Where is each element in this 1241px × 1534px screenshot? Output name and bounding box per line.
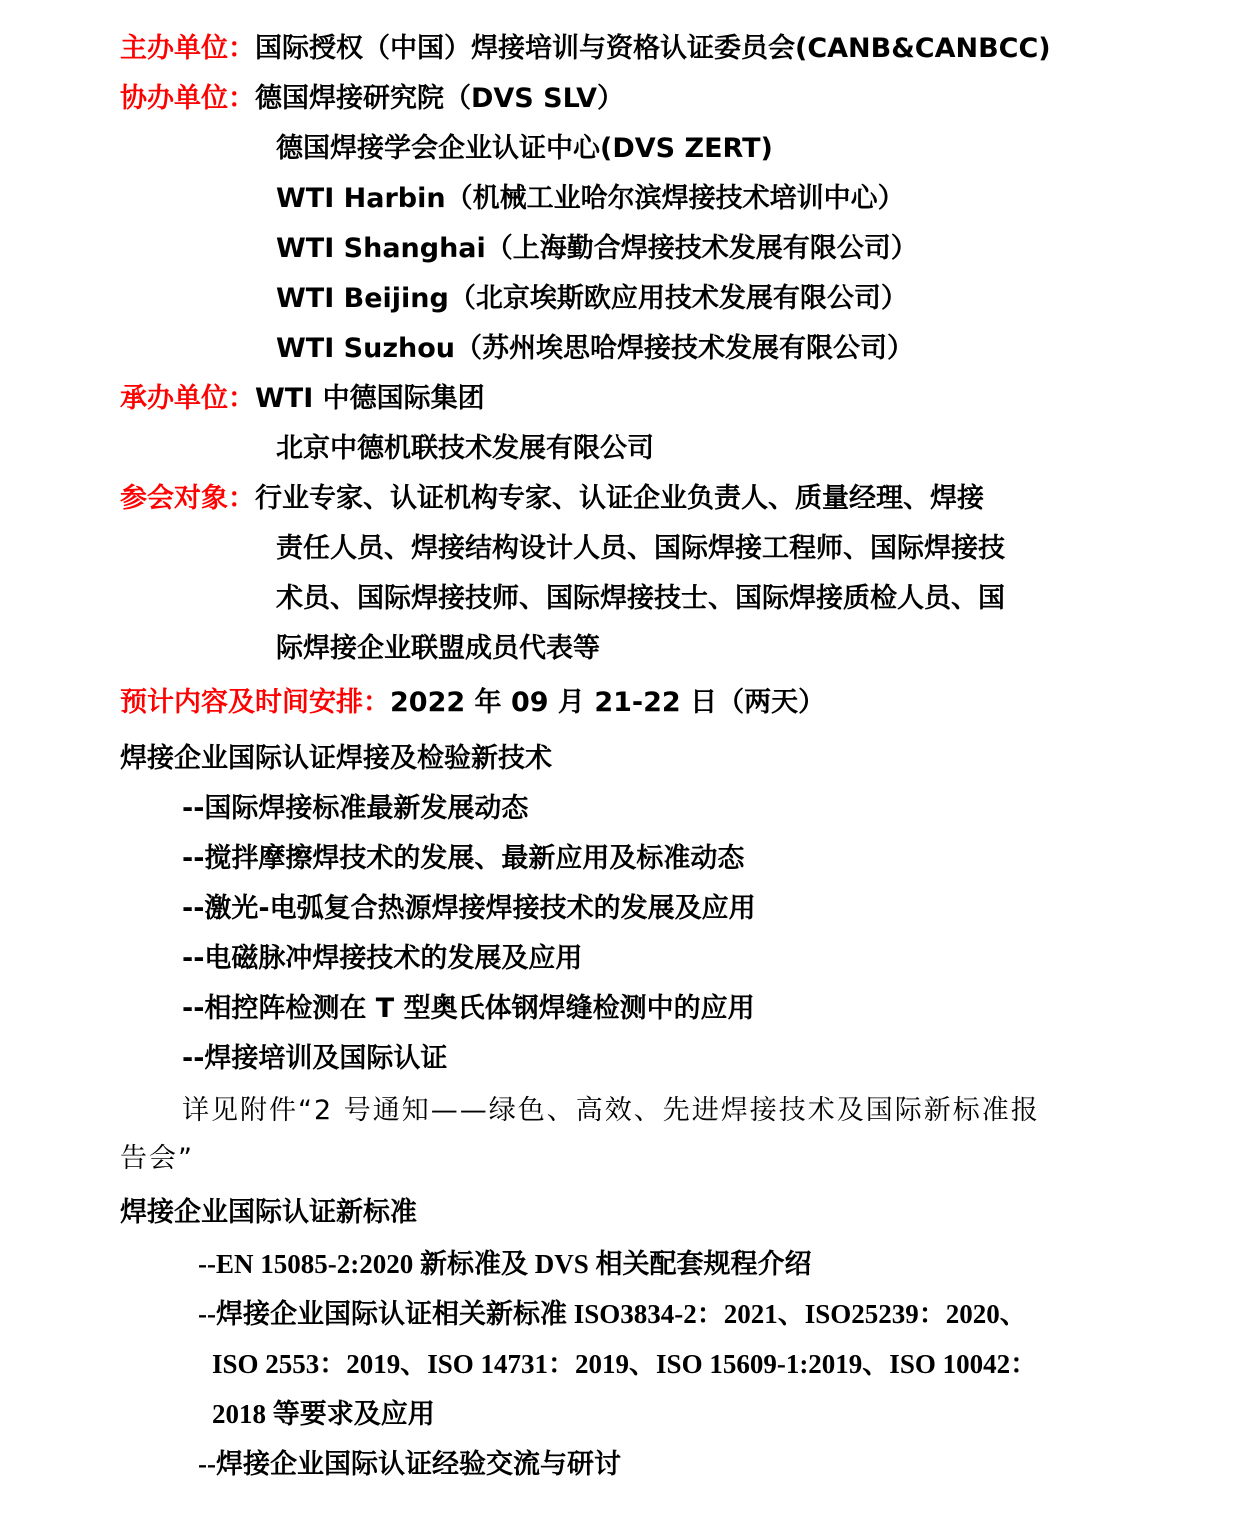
section1-item: --电磁脉冲焊接技术的发展及应用 bbox=[182, 943, 583, 974]
participants-line: 行业专家、认证机构专家、认证企业负责人、质量经理、焊接 bbox=[255, 483, 984, 514]
section2-item: --焊接企业国际认证相关新标准 ISO3834-2：2021、ISO25239：2020、 bbox=[198, 1299, 1027, 1329]
co-organizer-item: WTI Suzhou（苏州埃思哈焊接技术发展有限公司） bbox=[276, 333, 915, 364]
section2-title: 焊接企业国际认证新标准 bbox=[120, 1197, 417, 1228]
organizer-row bbox=[120, 31, 1051, 67]
co-organizer-item: 德国焊接学会企业认证中心(DVS ZERT) bbox=[276, 133, 773, 164]
organizer-label: 主办单位： bbox=[120, 33, 255, 64]
co-organizer-item: WTI Harbin（机械工业哈尔滨焊接技术培训中心） bbox=[276, 183, 905, 214]
participants-line: 术员、国际焊接技师、国际焊接技士、国际焊接质检人员、国 bbox=[276, 583, 1005, 614]
section1-item: --焊接培训及国际认证 bbox=[182, 1043, 448, 1074]
section2-item: --焊接企业国际认证经验交流与研讨 bbox=[198, 1449, 621, 1479]
co-organizers-label: 协办单位： bbox=[120, 83, 255, 114]
undertakers-row bbox=[120, 381, 485, 417]
undertaker-item: WTI 中德国际集团 bbox=[255, 383, 485, 414]
section1-note: 告会” bbox=[120, 1143, 194, 1174]
undertaker-item: 北京中德机联技术发展有限公司 bbox=[276, 433, 654, 464]
section1-item: --国际焊接标准最新发展动态 bbox=[182, 793, 529, 824]
section2-item: 2018 等要求及应用 bbox=[212, 1399, 435, 1429]
schedule-label: 预计内容及时间安排： bbox=[120, 687, 390, 718]
section1-item: --相控阵检测在 T 型奥氏体钢焊缝检测中的应用 bbox=[182, 993, 755, 1024]
participants-line: 责任人员、焊接结构设计人员、国际焊接工程师、国际焊接技 bbox=[276, 533, 1005, 564]
schedule-value: 2022 年 09 月 21-22 日（两天） bbox=[390, 687, 826, 718]
schedule-row bbox=[120, 685, 825, 721]
participants-row bbox=[120, 481, 984, 517]
participants-line: 际焊接企业联盟成员代表等 bbox=[276, 633, 600, 664]
section1-item: --搅拌摩擦焊技术的发展、最新应用及标准动态 bbox=[182, 843, 745, 874]
organizer-value: 国际授权（中国）焊接培训与资格认证委员会(CANB&CANBCC) bbox=[255, 33, 1051, 64]
undertakers-label: 承办单位： bbox=[120, 383, 255, 414]
participants-label: 参会对象： bbox=[120, 483, 255, 514]
section1-item: --激光-电弧复合热源焊接焊接技术的发展及应用 bbox=[182, 893, 756, 924]
co-organizer-item: WTI Beijing（北京埃斯欧应用技术发展有限公司） bbox=[276, 283, 908, 314]
co-organizer-item: 德国焊接研究院（DVS SLV） bbox=[255, 83, 624, 114]
section1-note: 详见附件“2 号通知——绿色、高效、先进焊接技术及国际新标准报 bbox=[182, 1095, 1040, 1126]
co-organizers-row bbox=[120, 81, 624, 117]
section2-item: ISO 2553：2019、ISO 14731：2019、ISO 15609-1:2019、ISO 10042： bbox=[212, 1349, 1038, 1379]
section2-item: --EN 15085-2:2020 新标准及 DVS 相关配套规程介绍 bbox=[198, 1249, 812, 1279]
section1-title: 焊接企业国际认证焊接及检验新技术 bbox=[120, 743, 552, 774]
co-organizer-item: WTI Shanghai（上海勤合焊接技术发展有限公司） bbox=[276, 233, 918, 264]
